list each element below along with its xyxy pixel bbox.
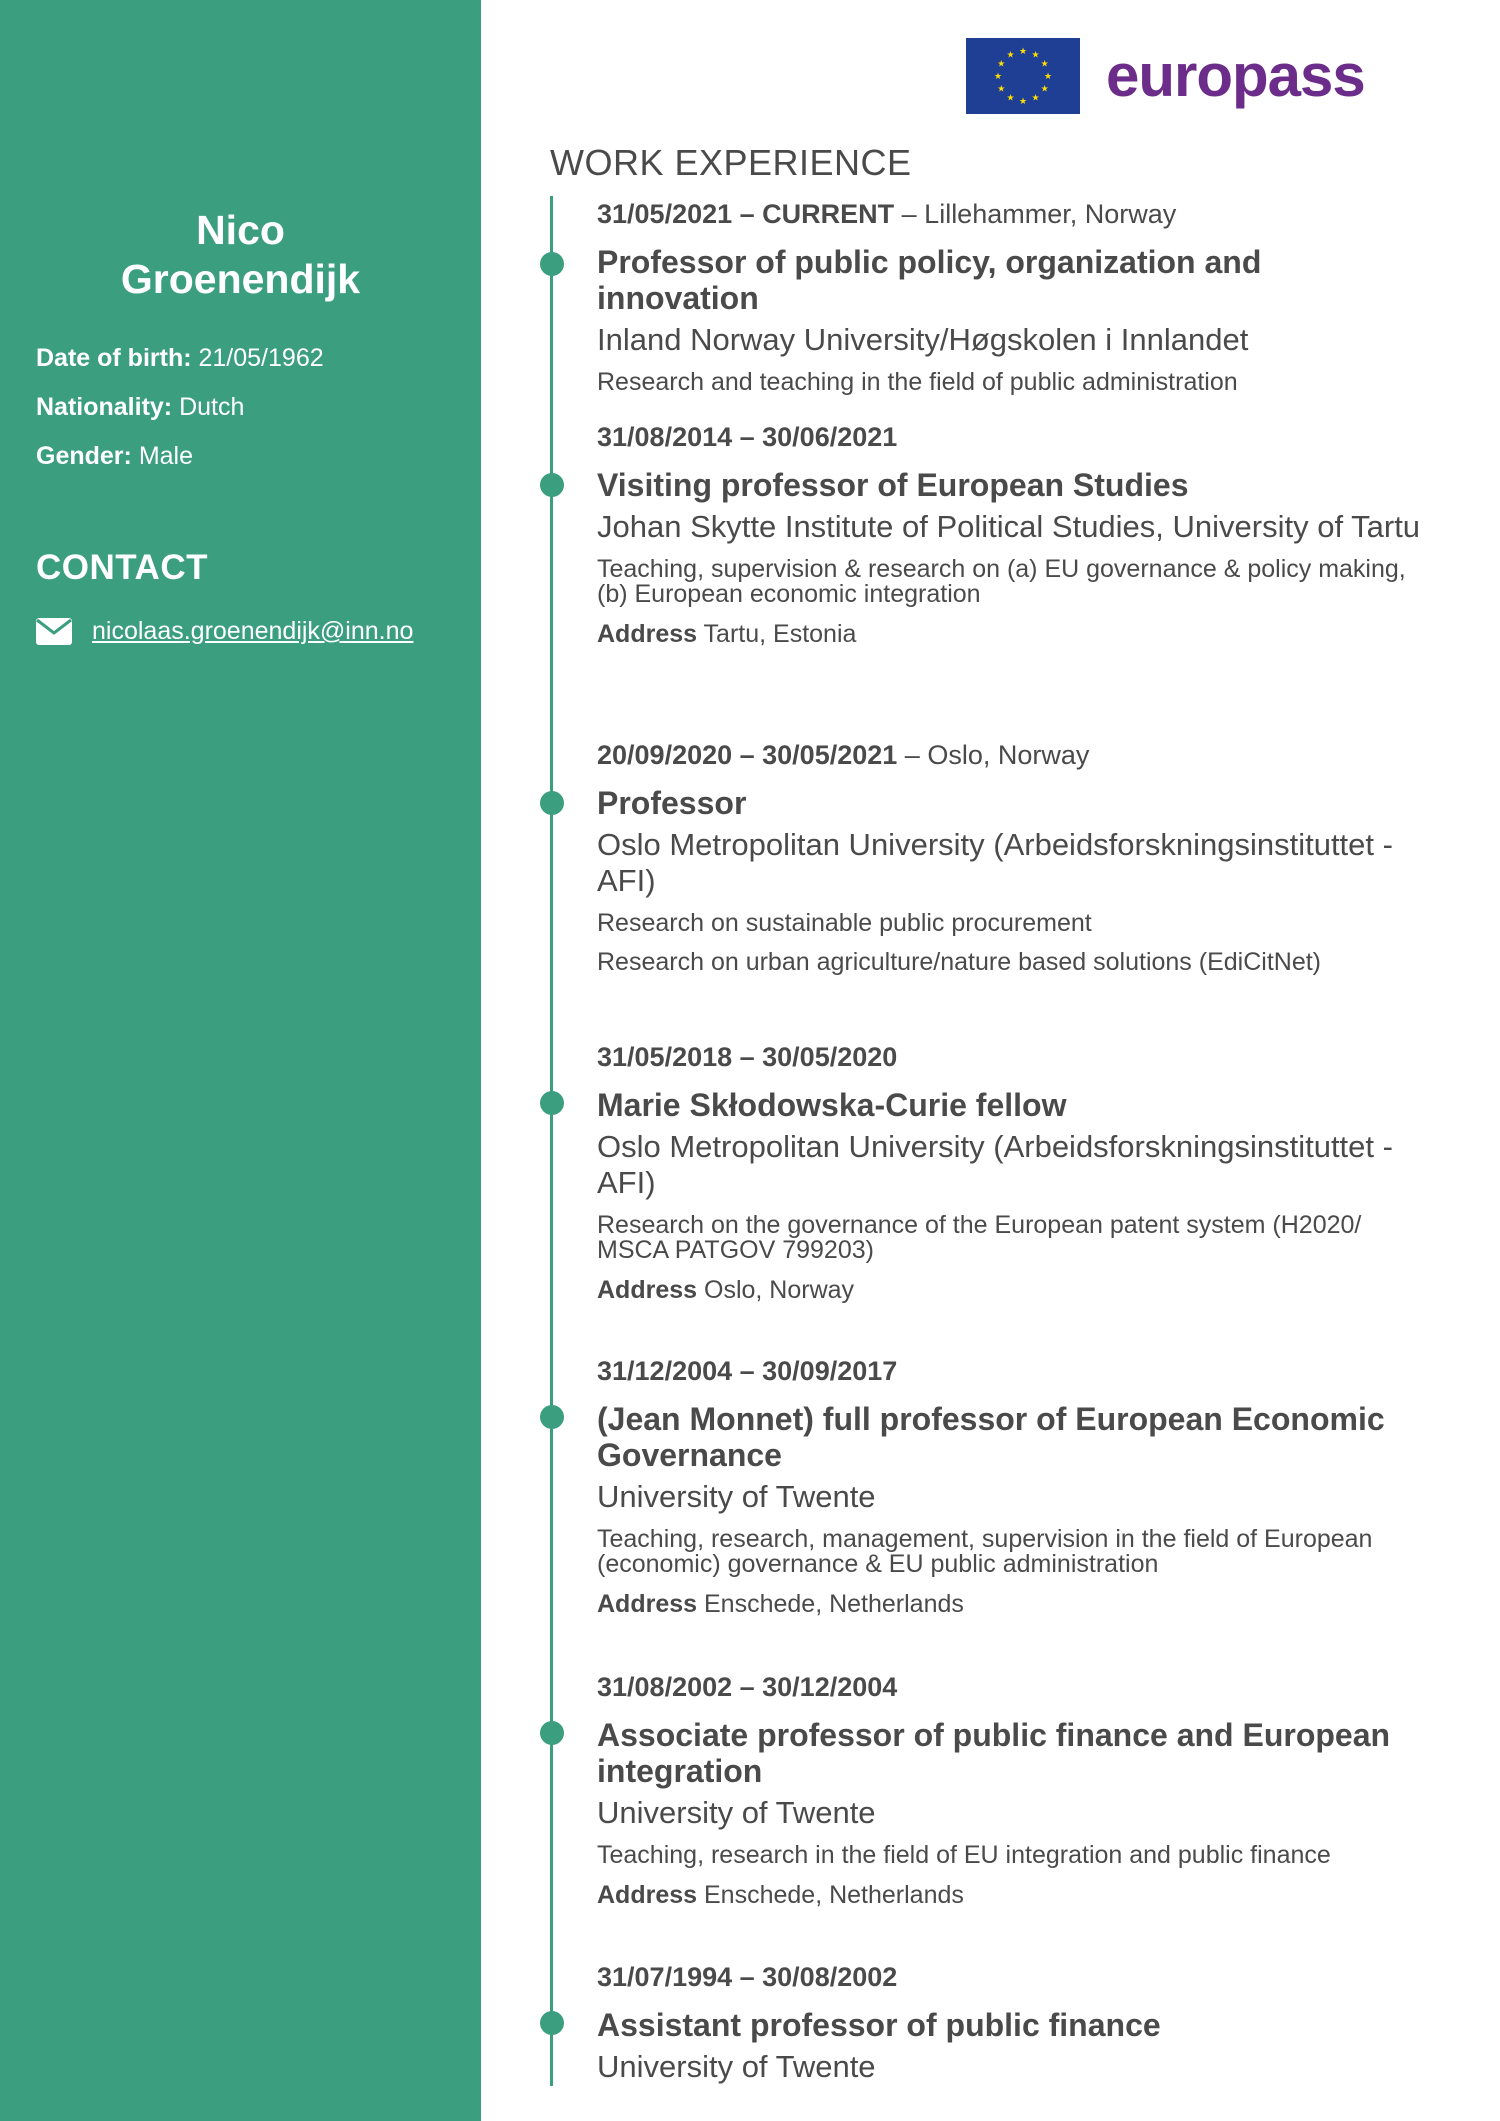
gender [36, 442, 193, 471]
last-name: Groenendijk [120, 256, 361, 302]
timeline-dot [540, 252, 564, 276]
nationality-value: Dutch [179, 393, 245, 421]
job-date-line [597, 1353, 1427, 1389]
job-role: Professor of public policy, organization and innovation [597, 244, 1262, 316]
gender-value: Male [138, 442, 193, 470]
section-title-work-experience: WORK EXPERIENCE [550, 142, 912, 183]
job-description-2: Research on urban agriculture/nature based solutions (EdiCitNet) [597, 948, 1321, 976]
address-label: Address [597, 1590, 698, 1618]
job-role: Visiting professor of European Studies [597, 467, 1189, 503]
eu-star-icon: ★ [1043, 72, 1053, 82]
job-role: Marie Skłodowska-Curie fellow [597, 1087, 1067, 1123]
date-of-birth [36, 344, 324, 373]
job-dates: 31/08/2014 – 30/06/2021 [597, 422, 898, 452]
address-label: Address [597, 1881, 698, 1909]
job-organization: University of Twente [597, 2049, 876, 2084]
eu-star-icon: ★ [997, 59, 1006, 70]
job-organization: Johan Skytte Institute of Political Studies, University of Tartu [597, 509, 1421, 544]
eu-star-icon: ★ [1040, 59, 1049, 70]
job-organization: Oslo Metropolitan University (Arbeidsforskningsinstituttet - AFI) [597, 1129, 1393, 1200]
address-value: Oslo, Norway [704, 1276, 855, 1304]
eu-star-icon: ★ [1018, 97, 1028, 107]
first-name: Nico [196, 207, 285, 253]
job-entry [597, 1669, 1427, 1910]
job-description: Research and teaching in the field of public administration [597, 368, 1238, 396]
address-label: Address [597, 1276, 698, 1304]
job-date-line [597, 419, 1427, 455]
eu-star-icon: ★ [993, 72, 1003, 82]
email-link[interactable]: nicolaas.groenendijk@inn.no [92, 617, 414, 645]
job-entry [597, 419, 1427, 649]
job-role: Professor [597, 785, 747, 821]
timeline-dot [540, 791, 564, 815]
address-value: Enschede, Netherlands [704, 1590, 964, 1618]
job-dates: 20/09/2020 – 30/05/2021 [597, 740, 898, 770]
job-entry [597, 1039, 1427, 1305]
job-description: Research on sustainable public procurement [597, 909, 1092, 937]
address-label: Address [597, 620, 698, 648]
eu-star-icon: ★ [1031, 50, 1040, 61]
job-date-line [597, 737, 1427, 773]
job-entry [597, 196, 1427, 395]
job-address [597, 1275, 1427, 1305]
job-description: Teaching, research, management, supervision in the field of European (economic) governance & EU public administration [597, 1525, 1373, 1578]
eu-star-icon: ★ [1040, 84, 1049, 95]
eu-star-icon: ★ [997, 84, 1006, 95]
person-name [0, 206, 481, 304]
address-value: Tartu, Estonia [703, 620, 857, 648]
job-description: Teaching, supervision & research on (a) EU governance & policy making, (b) European economic integration [597, 555, 1406, 608]
job-date-line [597, 1039, 1427, 1075]
timeline-dot [540, 1721, 564, 1745]
envelope-icon [36, 618, 72, 645]
date-of-birth-value: 21/05/1962 [198, 344, 324, 372]
job-address [597, 1589, 1427, 1619]
job-organization: Oslo Metropolitan University (Arbeidsforskningsinstituttet - AFI) [597, 827, 1393, 898]
timeline-dot [540, 473, 564, 497]
europass-wordmark: europass [1106, 42, 1365, 109]
job-address [597, 1880, 1427, 1910]
job-organization: University of Twente [597, 1795, 876, 1830]
eu-star-icon: ★ [1006, 50, 1015, 61]
job-dates: 31/08/2002 – 30/12/2004 [597, 1672, 898, 1702]
job-location: – Oslo, Norway [897, 740, 1090, 770]
eu-star-icon: ★ [1018, 47, 1028, 57]
europass-logo [966, 38, 1365, 114]
job-date-line [597, 1959, 1427, 1995]
job-role: Associate professor of public finance and European integration [597, 1717, 1391, 1789]
address-value: Enschede, Netherlands [704, 1881, 964, 1909]
job-entry [597, 1353, 1427, 1619]
eu-star-icon: ★ [1031, 93, 1040, 104]
timeline-dot [540, 2011, 564, 2035]
sidebar [0, 0, 481, 2121]
job-entry [597, 1959, 1427, 2085]
nationality [36, 393, 244, 422]
eu-star-icon: ★ [1006, 93, 1015, 104]
job-date-line [597, 196, 1427, 232]
job-address [597, 619, 1427, 649]
eu-flag-icon [966, 38, 1080, 114]
gender-label: Gender: [36, 442, 132, 470]
date-of-birth-label: Date of birth: [36, 344, 192, 372]
job-entry [597, 737, 1427, 975]
job-dates: 31/05/2021 – CURRENT [597, 199, 895, 229]
timeline-dot [540, 1091, 564, 1115]
job-description: Teaching, research in the field of EU integration and public finance [597, 1841, 1331, 1869]
job-organization: University of Twente [597, 1479, 876, 1514]
timeline-dot [540, 1405, 564, 1429]
email-row [36, 617, 413, 646]
job-location: – Lillehammer, Norway [894, 199, 1177, 229]
job-dates: 31/07/1994 – 30/08/2002 [597, 1962, 898, 1992]
contact-heading: CONTACT [36, 548, 208, 587]
job-organization: Inland Norway University/Høgskolen i Innlandet [597, 322, 1249, 357]
job-description: Research on the governance of the European patent system (H2020/ MSCA PATGOV 799203) [597, 1211, 1362, 1264]
job-role: (Jean Monnet) full professor of European Economic Governance [597, 1401, 1385, 1473]
job-dates: 31/12/2004 – 30/09/2017 [597, 1356, 898, 1386]
job-date-line [597, 1669, 1427, 1705]
nationality-label: Nationality: [36, 393, 173, 421]
job-dates: 31/05/2018 – 30/05/2020 [597, 1042, 898, 1072]
job-role: Assistant professor of public finance [597, 2007, 1161, 2043]
